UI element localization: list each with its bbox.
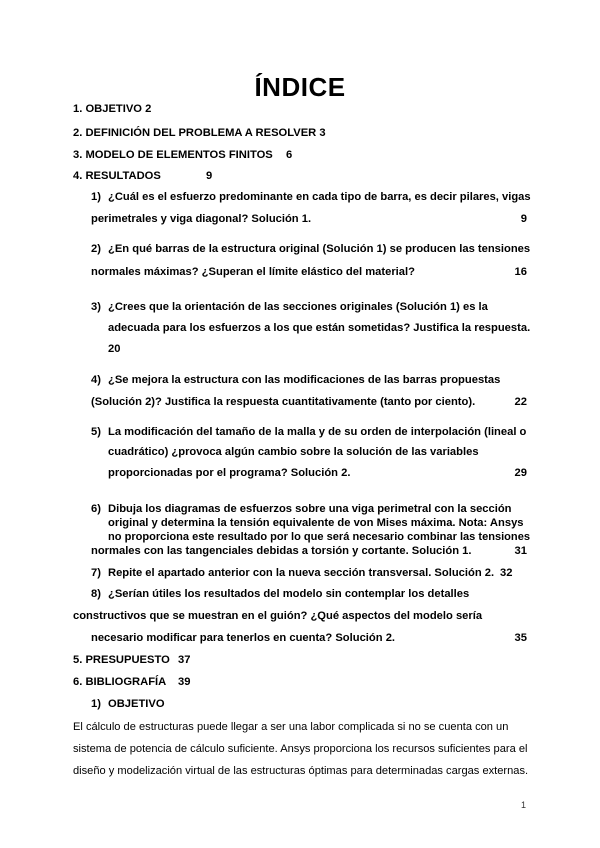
- toc-q6-line2: original y determina la tensión equivalente de von Mises máxima. Nota: Ansys: [108, 517, 524, 529]
- toc-q4-line2: (Solución 2)? Justifica la respuesta cuantitativamente (tanto por ciento).: [91, 396, 476, 408]
- toc-q7-line1: Repite el apartado anterior con la nueva sección transversal. Solución 2.: [108, 567, 495, 579]
- section-heading: OBJETIVO: [108, 698, 165, 710]
- toc-q2-line2: normales máximas? ¿Superan el límite elástico del material?: [91, 266, 415, 278]
- toc-q3-line2: adecuada para los esfuerzos a los que están sometidas? Justifica la respuesta.: [108, 322, 531, 334]
- paragraph-line-1: El cálculo de estructuras puede llegar a ser una labor complicada si no se cuenta con un: [73, 721, 509, 733]
- toc-q3-page: 20: [108, 343, 121, 355]
- toc-q7-number: 7): [91, 567, 101, 579]
- toc-q7-page: 32: [500, 567, 513, 579]
- paragraph-line-3: diseño y modelización virtual de las estructuras óptimas para determinadas cargas externas.: [73, 765, 529, 777]
- toc-q6-line1: Dibuja los diagramas de esfuerzos sobre una viga perimetral con la sección: [108, 503, 512, 515]
- toc-q2-page: 16: [514, 266, 527, 278]
- toc-q1-page: 9: [520, 213, 527, 225]
- toc-q4-page: 22: [514, 396, 527, 408]
- toc-entry-definicion: 2. DEFINICIÓN DEL PROBLEMA A RESOLVER 3: [73, 127, 326, 139]
- toc-entry-presupuesto: 5. PRESUPUESTO: [73, 654, 170, 666]
- toc-entry-bibliografia: 6. BIBLIOGRAFÍA: [73, 676, 167, 688]
- toc-q5-line3: proporcionadas por el programa? Solución 2.: [108, 467, 351, 479]
- page-title: ÍNDICE: [254, 72, 346, 102]
- toc-q4-line1: ¿Se mejora la estructura con las modificaciones de las barras propuestas: [108, 374, 501, 386]
- page-number: 1: [521, 800, 527, 810]
- toc-entry-modelo: 3. MODELO DE ELEMENTOS FINITOS: [73, 149, 273, 161]
- toc-q3-number: 3): [91, 301, 101, 313]
- section-number: 1): [91, 698, 101, 710]
- toc-q5-line1: La modificación del tamaño de la malla y de su orden de interpolación (lineal o: [108, 426, 527, 438]
- toc-q1-line1: ¿Cuál es el esfuerzo predominante en cada tipo de barra, es decir pilares, vigas: [108, 191, 531, 203]
- paragraph-line-2: sistema de potencia de cálculo suficiente. Ansys proporciona los recursos suficientes para el: [73, 743, 528, 755]
- toc-q1-line2: perimetrales y viga diagonal? Solución 1.: [91, 213, 312, 225]
- toc-q8-page: 35: [514, 632, 527, 644]
- toc-q8-line3: necesario modificar para tenerlos en cuenta? Solución 2.: [91, 632, 396, 644]
- toc-q6-page: 31: [514, 545, 527, 557]
- toc-q3-line1: ¿Crees que la orientación de las secciones originales (Solución 1) es la: [108, 301, 488, 313]
- toc-entry-bibliografia-page: 39: [178, 676, 191, 688]
- toc-q6-line4: normales con las tangenciales debidas a torsión y cortante. Solución 1.: [91, 545, 472, 557]
- toc-entry-modelo-page: 6: [286, 149, 293, 161]
- toc-q8-line1: ¿Serían útiles los resultados del modelo sin contemplar los detalles: [108, 588, 470, 600]
- toc-entry-resultados: 4. RESULTADOS: [73, 170, 161, 182]
- toc-q2-line1: ¿En qué barras de la estructura original (Solución 1) se producen las tensiones: [108, 243, 531, 255]
- toc-entry-resultados-page: 9: [206, 170, 213, 182]
- toc-q2-number: 2): [91, 243, 101, 255]
- toc-q5-number: 5): [91, 426, 101, 438]
- toc-q6-number: 6): [91, 503, 101, 515]
- toc-q6-line3: no proporciona este resultado por lo que será necesario combinar las tensiones: [108, 531, 530, 543]
- toc-q8-number: 8): [91, 588, 101, 600]
- toc-q4-number: 4): [91, 374, 101, 386]
- toc-q8-line2: constructivos que se muestran en el guión? ¿Qué aspectos del modelo sería: [73, 610, 483, 622]
- toc-q1-number: 1): [91, 191, 101, 203]
- toc-q5-page: 29: [514, 467, 527, 479]
- toc-entry-objetivo: 1. OBJETIVO 2: [73, 103, 152, 115]
- toc-q5-line2: cuadrático) ¿provoca algún cambio sobre la solución de las variables: [108, 446, 479, 458]
- toc-entry-presupuesto-page: 37: [178, 654, 191, 666]
